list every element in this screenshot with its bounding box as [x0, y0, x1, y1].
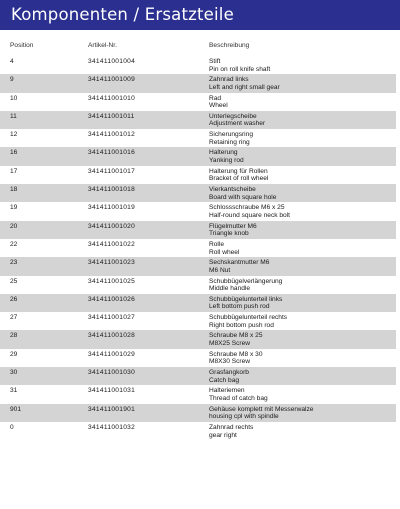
cell-description: [209, 168, 268, 183]
cell-description: [209, 204, 290, 219]
cell-position: 19: [10, 204, 18, 212]
header-description: Beschreibung: [209, 42, 250, 49]
description-english: Catch bag: [209, 376, 240, 384]
cell-description: [209, 259, 269, 274]
description-english: M8X30 Screw: [209, 358, 251, 366]
table-row: [0, 276, 396, 294]
cell-article-number: 341411001010: [88, 94, 136, 102]
description-english: Board with square hole: [209, 193, 277, 201]
description-german: Schubbügelunterteil rechts: [209, 314, 288, 322]
description-german: Zahnrad rechts: [209, 423, 254, 431]
header-position: Position: [10, 42, 34, 49]
description-english: Retaining ring: [209, 138, 250, 146]
cell-description: [209, 369, 249, 384]
cell-position: 22: [10, 240, 18, 248]
cell-position: 27: [10, 314, 18, 322]
description-english: gear right: [209, 431, 237, 439]
description-german: Schraube M8 x 25: [209, 332, 263, 340]
table-row: [0, 93, 396, 111]
cell-description: [209, 332, 263, 347]
table-row: [0, 184, 396, 202]
cell-position: 12: [10, 131, 18, 139]
cell-position: 4: [10, 58, 14, 65]
cell-position: 31: [10, 387, 18, 395]
description-english: housing cpl with spindle: [209, 413, 279, 421]
table-row: [0, 221, 396, 239]
description-english: Adjustment washer: [209, 120, 266, 128]
table-row: [0, 202, 396, 220]
table-row: [0, 330, 396, 348]
cell-description: [209, 131, 253, 146]
cell-article-number: 341411001023: [88, 259, 136, 267]
page-title: Komponenten / Ersatzteile: [0, 0, 400, 30]
table-row: [0, 385, 396, 403]
cell-position: 28: [10, 332, 18, 340]
description-english: Roll wheel: [209, 248, 240, 256]
description-german: Rad: [209, 94, 222, 102]
description-english: Pin on roll knife shaft: [209, 65, 271, 73]
description-english: Thread of catch bag: [209, 394, 268, 402]
cell-article-number: 341411001031: [88, 387, 136, 395]
cell-article-number: 341411001020: [88, 222, 136, 230]
description-german: Schubbügelverlängerung: [209, 277, 283, 285]
cell-article-number: 341411001018: [88, 186, 136, 194]
cell-position: 25: [10, 277, 18, 285]
table-header: [0, 42, 400, 54]
cell-position: 18: [10, 186, 18, 194]
cell-position: 10: [10, 94, 18, 102]
table-row: [0, 404, 396, 422]
description-english: Left and right small gear: [209, 83, 280, 91]
description-german: Halterung: [209, 149, 238, 157]
table-row: [0, 56, 396, 74]
description-german: Schlossschraube M6 x 25: [209, 204, 285, 212]
cell-article-number: 341411001004: [88, 58, 136, 65]
cell-description: [209, 58, 270, 73]
cell-description: [209, 76, 280, 91]
description-english: Wheel: [209, 102, 228, 110]
description-german: Schraube M8 x 30: [209, 350, 263, 358]
description-german: Stift: [209, 58, 221, 65]
table-row: [0, 239, 396, 257]
cell-description: [209, 95, 228, 110]
cell-description: [209, 149, 244, 164]
table-row: [0, 312, 396, 330]
table-row: [0, 111, 396, 129]
description-german: Halterung für Rollen: [209, 167, 268, 175]
description-english: Yanking rod: [209, 157, 244, 165]
description-english: Half-round square neck bolt: [209, 211, 291, 219]
cell-position: 26: [10, 295, 18, 303]
description-german: Grasfangkorb: [209, 369, 249, 377]
description-german: Sechskantmutter M6: [209, 259, 270, 267]
table-row: [0, 166, 396, 184]
cell-article-number: 341411001029: [88, 350, 136, 358]
cell-description: [209, 113, 265, 128]
cell-position: 29: [10, 350, 18, 358]
description-german: Unterlegscheibe: [209, 112, 257, 120]
table-row: [0, 147, 396, 165]
description-english: Bracket of roll wheel: [209, 175, 269, 183]
cell-position: 16: [10, 149, 18, 157]
cell-position: 0: [10, 423, 14, 431]
cell-position: 11: [10, 112, 17, 120]
description-english: M8X25 Screw: [209, 340, 251, 348]
cell-description: [209, 314, 287, 329]
description-german: Halteriemen: [209, 387, 245, 395]
table-row: [0, 294, 396, 312]
cell-description: [209, 278, 282, 293]
cell-article-number: 341411001012: [88, 131, 136, 139]
cell-position: 30: [10, 369, 18, 377]
description-german: Sicherungsring: [209, 131, 253, 139]
cell-article-number: 341411001027: [88, 314, 136, 322]
description-german: Flügelmutter M6: [209, 222, 257, 230]
table-row: [0, 257, 396, 275]
cell-description: [209, 296, 282, 311]
table-row: [0, 422, 396, 440]
description-english: Triangle knob: [209, 230, 249, 238]
cell-description: [209, 241, 239, 256]
cell-article-number: 341411001028: [88, 332, 136, 340]
cell-article-number: 341411001030: [88, 369, 136, 377]
cell-description: [209, 186, 276, 201]
cell-description: [209, 406, 313, 421]
cell-position: 901: [10, 405, 22, 413]
cell-description: [209, 223, 257, 238]
description-german: Zahnrad links: [209, 76, 249, 84]
table-row: [0, 349, 396, 367]
description-english: Right bottom push rod: [209, 321, 274, 329]
description-german: Vierkantscheibe: [209, 186, 256, 194]
description-german: Schubbügelunterteil links: [209, 295, 283, 303]
cell-position: 17: [10, 167, 18, 175]
cell-article-number: 341411001019: [88, 204, 136, 212]
table-row: [0, 74, 396, 92]
cell-article-number: 341411001025: [88, 277, 136, 285]
description-english: Middle handle: [209, 285, 251, 293]
cell-description: [209, 351, 263, 366]
header-article-number: Artikel-Nr.: [88, 42, 117, 49]
cell-description: [209, 424, 253, 439]
cell-position: 9: [10, 76, 14, 84]
cell-position: 23: [10, 259, 18, 267]
description-english: Left bottom push rod: [209, 303, 270, 311]
parts-table: [0, 56, 400, 440]
description-german: Rolle: [209, 240, 225, 248]
cell-article-number: 341411001901: [88, 405, 136, 413]
cell-description: [209, 387, 268, 402]
description-english: M6 Nut: [209, 266, 231, 274]
cell-article-number: 341411001032: [88, 423, 136, 431]
cell-article-number: 341411001016: [88, 149, 136, 157]
table-row: [0, 129, 396, 147]
cell-article-number: 341411001017: [88, 167, 136, 175]
table-row: [0, 367, 396, 385]
cell-position: 20: [10, 222, 18, 230]
cell-article-number: 341411001022: [88, 240, 136, 248]
description-german: Gehäuse komplett mit Messerwalze: [209, 405, 314, 413]
cell-article-number: 341411001026: [88, 295, 136, 303]
cell-article-number: 341411001011: [88, 112, 135, 120]
cell-article-number: 341411001009: [88, 76, 136, 84]
